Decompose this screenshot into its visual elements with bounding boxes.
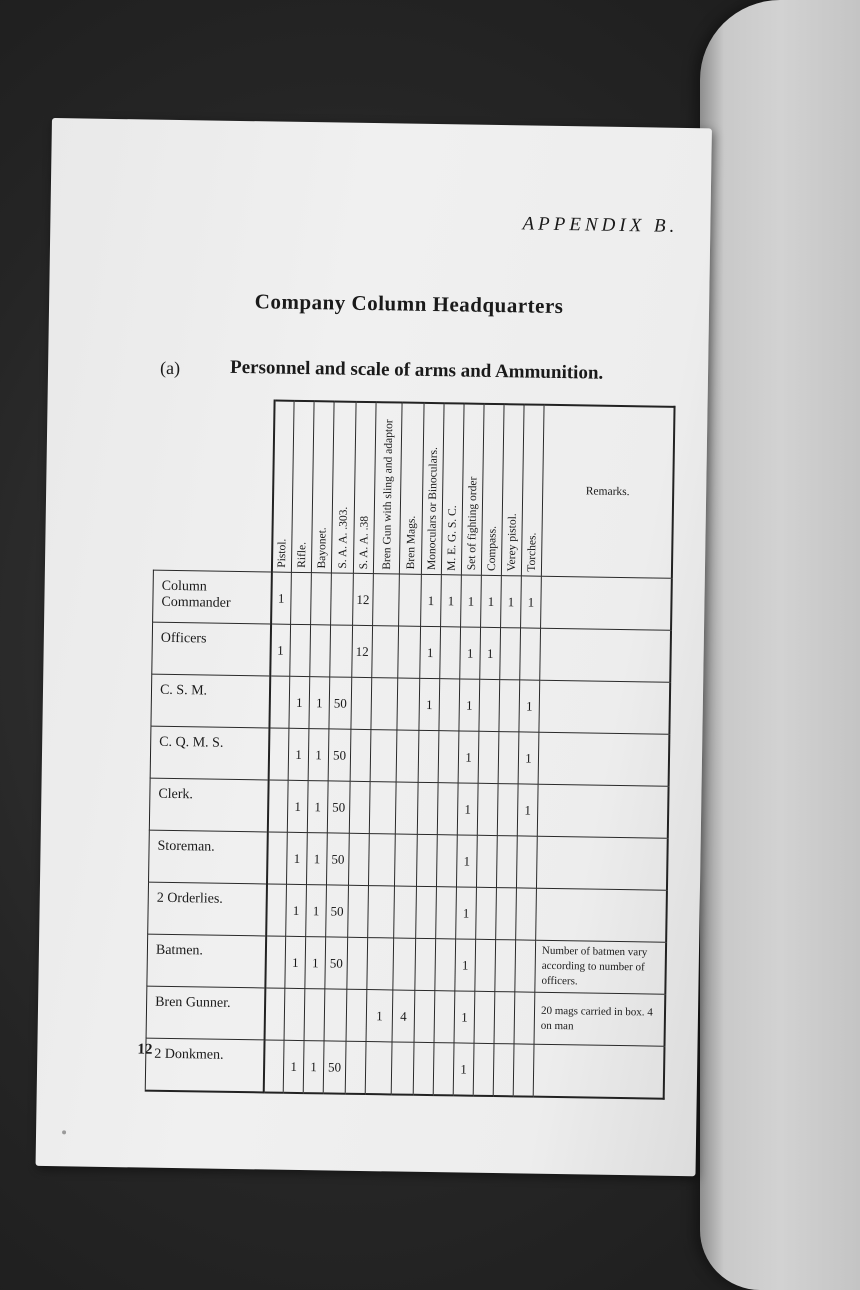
table-cell <box>494 992 515 1044</box>
table-row <box>148 882 667 942</box>
table-cell: 1 <box>307 781 328 833</box>
page-mark <box>62 1130 66 1134</box>
column-header-label: Compass. <box>485 525 499 572</box>
table-cell <box>515 940 536 992</box>
table-cell <box>474 991 495 1043</box>
table-cell <box>399 574 422 626</box>
page-number: 12 <box>137 1041 153 1058</box>
table-cell <box>310 625 331 677</box>
table-cell <box>433 1043 454 1096</box>
table-body <box>145 570 672 1099</box>
table-header-row <box>153 399 674 579</box>
row-label: Bren Gunner. <box>146 986 265 1040</box>
table-cell <box>500 628 521 680</box>
table-cell <box>264 988 285 1040</box>
table-cell <box>348 885 369 937</box>
table-cell <box>345 1041 366 1094</box>
table-cell: 1 <box>519 680 540 732</box>
table-cell <box>268 728 289 780</box>
table-cell <box>324 989 347 1041</box>
table-cell <box>476 887 497 939</box>
table-cell: 1 <box>453 1043 474 1096</box>
table-cell <box>351 677 372 729</box>
row-label: Batmen. <box>147 934 266 988</box>
row-label: Clerk. <box>149 778 268 832</box>
table-cell <box>476 835 497 887</box>
table-cell: 1 <box>285 936 306 988</box>
table-row <box>147 934 666 994</box>
table-cell <box>418 730 439 782</box>
table-cell <box>349 781 370 833</box>
table-cell: 1 <box>458 731 479 783</box>
table-cell <box>497 784 518 836</box>
remarks-cell <box>536 888 667 942</box>
table-cell: 1 <box>420 626 441 678</box>
table-cell: 50 <box>326 833 349 885</box>
table-row <box>152 622 671 682</box>
column-header <box>353 402 376 574</box>
remarks-cell <box>538 732 669 786</box>
table-row <box>151 674 670 734</box>
table-cell: 1 <box>270 624 291 676</box>
column-header <box>271 401 294 573</box>
table-cell <box>496 888 517 940</box>
table-row <box>153 570 672 630</box>
table-cell <box>368 886 395 938</box>
table-cell <box>348 833 369 885</box>
page-title: Company Column Headquarters <box>254 289 564 319</box>
facing-page <box>700 0 860 1290</box>
column-header <box>373 402 402 574</box>
column-header <box>311 401 334 573</box>
column-header-label: Verey pistol. <box>505 513 519 572</box>
table-cell: 1 <box>441 575 462 627</box>
table-cell: 1 <box>283 1040 304 1093</box>
column-header-label: Monoculars or Binoculars. <box>425 446 440 571</box>
column-header <box>501 404 524 576</box>
table-cell <box>413 1042 434 1095</box>
table-cell <box>263 1040 284 1093</box>
table-row <box>145 1038 664 1099</box>
table-cell: 50 <box>323 1041 346 1094</box>
arms-table-container <box>145 398 676 1100</box>
table-cell: 1 <box>459 679 480 731</box>
table-cell <box>284 988 305 1040</box>
table-cell <box>438 731 459 783</box>
table-cell <box>369 782 396 834</box>
column-header-label: S. A. A. .303. <box>336 506 350 569</box>
table-cell: 1 <box>309 677 330 729</box>
row-label: Column Commander <box>153 570 272 624</box>
table-cell: 1 <box>460 627 481 679</box>
table-cell <box>267 780 288 832</box>
table-cell: 1 <box>306 833 327 885</box>
table-cell: 1 <box>501 576 522 628</box>
remarks-cell <box>541 576 672 630</box>
table-cell: 12 <box>353 573 374 625</box>
table-cell: 1 <box>287 780 308 832</box>
table-cell: 1 <box>456 835 477 887</box>
row-label: C. Q. M. S. <box>150 726 269 780</box>
table-cell <box>393 938 416 990</box>
table-cell <box>475 939 496 991</box>
column-header-label: Torches. <box>525 532 539 572</box>
table-cell <box>513 1044 534 1097</box>
table-cell <box>398 626 421 678</box>
row-label: 2 Orderlies. <box>148 882 267 936</box>
table-cell <box>266 832 287 884</box>
arms-table <box>145 398 676 1100</box>
book-page <box>36 118 712 1176</box>
table-cell <box>367 938 394 990</box>
remarks-header: Remarks. <box>541 405 674 579</box>
column-header-label: S. A. A. .38 <box>357 515 371 570</box>
table-cell: 1 <box>289 676 310 728</box>
table-cell <box>520 628 541 680</box>
table-cell: 1 <box>286 832 307 884</box>
table-cell: 4 <box>392 990 415 1042</box>
table-cell <box>416 886 437 938</box>
table-cell: 1 <box>421 574 442 626</box>
table-cell: 1 <box>455 939 476 991</box>
table-cell: 1 <box>456 887 477 939</box>
table-cell <box>440 627 461 679</box>
section-label: (a) <box>159 357 181 379</box>
remarks-cell: Number of batmen vary according to number of officers. <box>535 940 666 994</box>
table-row <box>146 986 665 1046</box>
table-cell <box>414 990 435 1042</box>
table-cell <box>372 626 399 678</box>
row-label: C. S. M. <box>151 674 270 728</box>
column-header <box>481 404 504 576</box>
table-cell <box>330 625 353 677</box>
table-cell: 1 <box>480 627 501 679</box>
table-cell <box>291 572 312 624</box>
column-header-label: Bren Mags. <box>404 515 418 570</box>
table-cell: 1 <box>518 732 539 784</box>
column-header <box>399 403 424 575</box>
column-header <box>421 403 444 575</box>
column-header-label: Bren Gun with sling and adaptor <box>380 418 395 570</box>
table-cell: 1 <box>308 729 329 781</box>
table-cell: 1 <box>481 575 502 627</box>
table-cell <box>514 992 535 1044</box>
header-blank <box>153 399 274 572</box>
table-cell <box>365 1042 392 1095</box>
table-cell <box>496 836 517 888</box>
table-cell: 1 <box>366 990 393 1042</box>
column-header-label: Bayonet. <box>315 526 329 569</box>
table-cell <box>436 887 457 939</box>
table-cell <box>395 782 418 834</box>
table-cell <box>396 730 419 782</box>
table-cell <box>436 835 457 887</box>
table-cell: 1 <box>303 1041 324 1094</box>
table-cell <box>516 836 537 888</box>
table-cell: 1 <box>454 991 475 1043</box>
table-cell <box>479 679 500 731</box>
table-cell: 1 <box>286 884 307 936</box>
column-header-label: M. E. G. S. C. <box>445 504 459 571</box>
table-cell <box>370 730 397 782</box>
table-cell: 1 <box>457 783 478 835</box>
column-header-label: Pistol. <box>275 538 289 568</box>
table-cell <box>417 782 438 834</box>
remarks-cell <box>533 1044 664 1099</box>
remarks-cell <box>536 836 667 890</box>
table-cell <box>498 732 519 784</box>
table-cell: 50 <box>326 885 349 937</box>
table-cell <box>394 834 417 886</box>
table-cell <box>397 678 420 730</box>
table-cell: 50 <box>325 937 348 989</box>
column-header <box>331 401 356 573</box>
table-cell <box>371 678 398 730</box>
table-cell: 1 <box>461 575 482 627</box>
table-cell <box>473 1043 494 1096</box>
column-header-label: Rifle. <box>295 542 308 569</box>
table-cell: 12 <box>352 625 373 677</box>
remarks-cell <box>540 628 671 682</box>
table-cell <box>437 783 458 835</box>
column-header-label: Set of fighting order <box>465 476 479 571</box>
table-cell <box>391 1042 414 1095</box>
table-row <box>149 778 668 838</box>
column-header <box>521 404 544 576</box>
appendix-heading: APPENDIX B. <box>522 213 679 237</box>
table-cell <box>266 884 287 936</box>
table-cell <box>265 936 286 988</box>
row-label: Storeman. <box>149 830 268 884</box>
table-cell <box>290 624 311 676</box>
table-cell: 1 <box>288 728 309 780</box>
table-cell <box>493 1044 514 1097</box>
table-cell <box>331 573 354 625</box>
table-cell: 1 <box>305 937 326 989</box>
row-label: 2 Donkmen. <box>145 1038 264 1092</box>
remarks-cell <box>537 784 668 838</box>
table-cell <box>368 834 395 886</box>
table-row <box>150 726 669 786</box>
remarks-cell: 20 mags carried in box. 4 on man <box>534 992 665 1046</box>
table-cell <box>311 573 332 625</box>
table-cell <box>373 574 400 626</box>
table-cell <box>416 834 437 886</box>
table-row <box>149 830 668 890</box>
table-cell: 1 <box>271 572 292 624</box>
column-header <box>441 403 464 575</box>
table-cell <box>478 731 499 783</box>
table-cell <box>434 991 455 1043</box>
table-cell <box>439 679 460 731</box>
table-cell: 1 <box>517 784 538 836</box>
table-cell: 1 <box>306 885 327 937</box>
table-cell: 1 <box>419 678 440 730</box>
table-cell <box>347 937 368 989</box>
table-cell <box>346 989 367 1041</box>
table-cell <box>304 989 325 1041</box>
table-cell <box>435 939 456 991</box>
column-header <box>291 401 314 573</box>
table-cell <box>495 940 516 992</box>
table-cell: 50 <box>329 677 352 729</box>
table-cell <box>477 783 498 835</box>
table-cell <box>394 886 417 938</box>
remarks-cell <box>539 680 670 734</box>
table-cell <box>415 938 436 990</box>
row-label: Officers <box>152 622 271 676</box>
table-cell: 50 <box>327 781 350 833</box>
section-title: Personnel and scale of arms and Ammunition. <box>229 356 604 384</box>
table-cell: 50 <box>328 729 351 781</box>
table-cell <box>516 888 537 940</box>
table-cell <box>499 680 520 732</box>
table-cell <box>350 729 371 781</box>
column-header <box>461 404 484 576</box>
table-cell <box>269 676 290 728</box>
table-cell: 1 <box>521 576 542 628</box>
